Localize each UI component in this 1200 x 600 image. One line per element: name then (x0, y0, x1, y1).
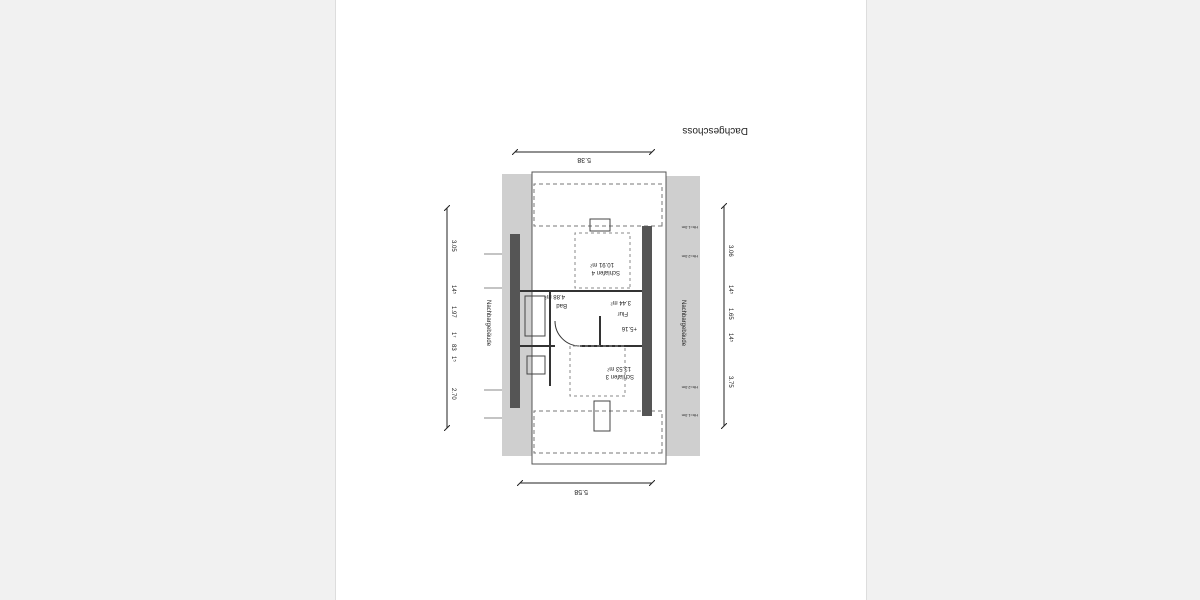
room-name-schlafen-4: Schlafen 4 (591, 269, 620, 275)
dimension-left-5: 83 (450, 344, 456, 351)
dimension-left-2: 14⁵ (450, 285, 456, 295)
room-area-flur: 3.44 m² (610, 299, 631, 305)
dimension-right-1: 3.06 (727, 245, 733, 257)
dimension-left-3: 1.97 (450, 306, 456, 318)
room-name-bad: Bad (556, 302, 567, 308)
room-area-schlafen-4: 10.91 m² (590, 261, 614, 267)
wall-left (642, 226, 652, 416)
neighbor-label-right: Nachbargebäude (680, 300, 686, 347)
height-label-2: Hh=2.0m (681, 254, 698, 259)
dimension-right-2: 14⁵ (727, 285, 733, 295)
neighbor-label-left: Nachbargebäude (485, 300, 491, 347)
dimension-left-1: 3.05 (450, 240, 456, 252)
sheet-title: Dachgeschoss (682, 125, 748, 136)
dimension-left-6: 1⁵ (450, 356, 456, 362)
height-label-4: Hh=1.0m (681, 413, 698, 418)
room-area-schlafen-3: 13.53 m² (607, 365, 631, 371)
room-name-schlafen-3: Schlafen 3 (605, 373, 634, 379)
dimension-right-5: 3.75 (727, 376, 733, 388)
dimension-bottom: 5.58 (574, 488, 588, 495)
room-name-flur: Flur (617, 310, 628, 316)
dimension-top: 5.38 (577, 156, 591, 163)
room-area-bad: 4.88 m² (544, 293, 565, 299)
dimension-left-7: 2.70 (450, 388, 456, 400)
dimension-right-4: 14⁵ (727, 333, 733, 343)
dimension-left-4: 1⁷ (450, 332, 456, 338)
height-label-1: Hh=1.0m (681, 225, 698, 230)
wall-right (510, 234, 520, 408)
level-mark: +5.16 (621, 325, 637, 331)
dimension-right-3: 1.65 (727, 308, 733, 320)
height-label-3: Hh=2.0m (681, 385, 698, 390)
